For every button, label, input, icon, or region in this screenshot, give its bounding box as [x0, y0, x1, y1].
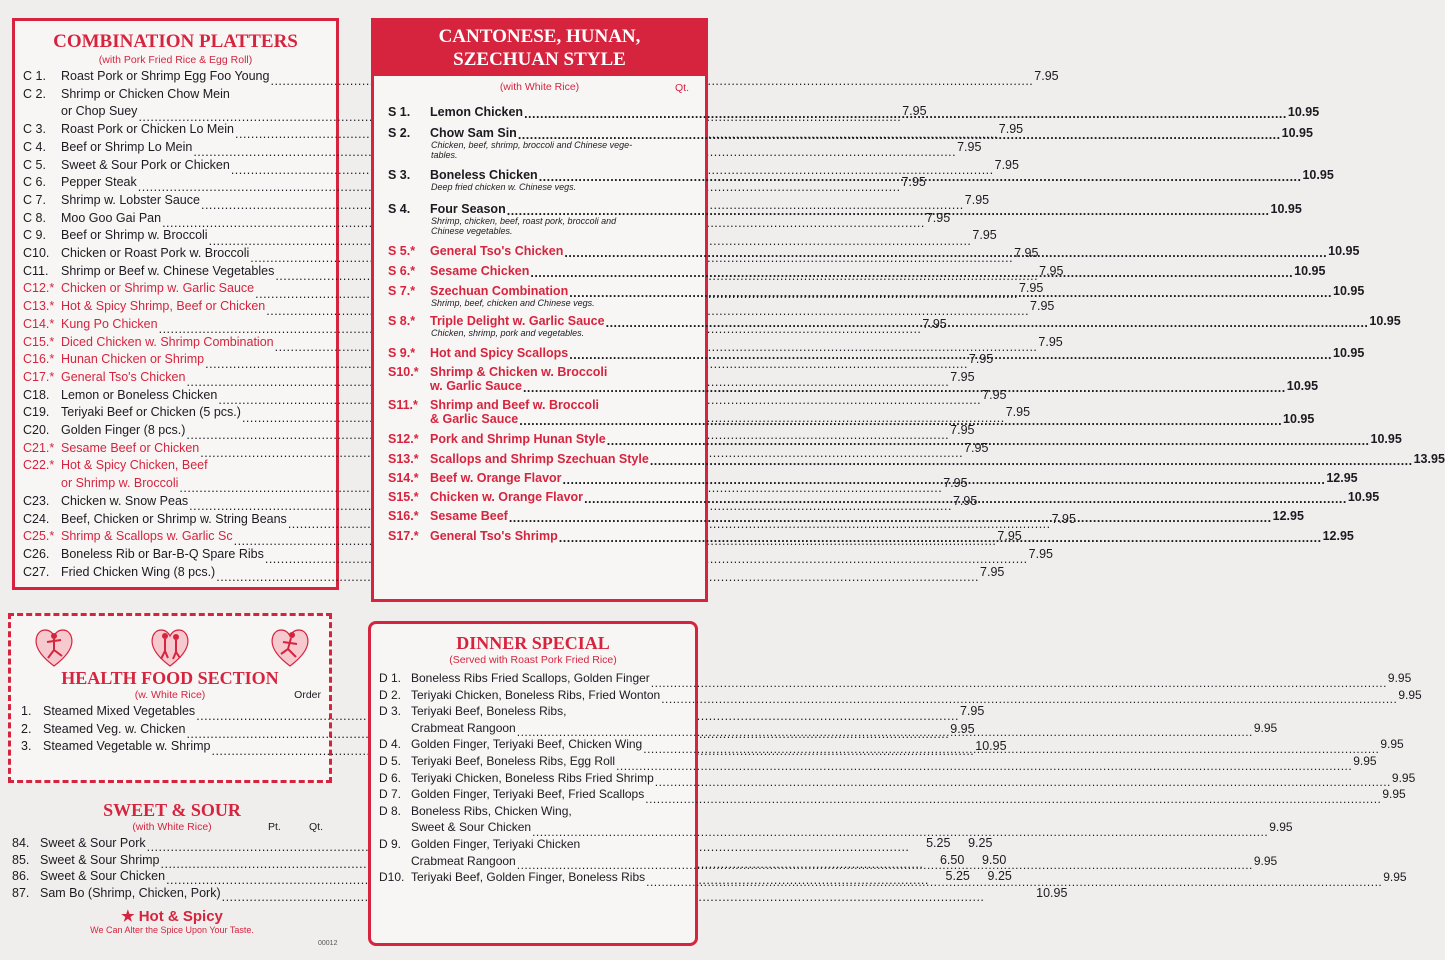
- dinner-item: [379, 786, 1406, 803]
- item-name: Chicken w. Snow Peas: [61, 493, 189, 508]
- dinner-item: [379, 803, 687, 820]
- dinner-item: [379, 753, 1377, 770]
- item-price: 10.95: [1370, 432, 1402, 446]
- item-price: 7.95: [952, 493, 978, 508]
- cantonese-title: [374, 21, 705, 76]
- item-name: Chow Sam Sin: [430, 126, 517, 140]
- dinner-item: [379, 770, 1416, 787]
- cantonese-title-line1: CANTONESE, HUNAN,: [438, 26, 641, 47]
- item-price: 9.95: [1380, 737, 1404, 752]
- item-name: Boneless Rib or Bar-B-Q Spare Ribs: [61, 546, 264, 561]
- item-code: D 7.: [379, 787, 402, 802]
- item-price: 10.95: [1294, 264, 1326, 278]
- item-code: C 7.: [23, 192, 46, 207]
- item-code: C23.: [23, 493, 50, 508]
- item-price: 7.95: [1005, 405, 1031, 420]
- item-name-continued: Crabmeat Rangoon: [411, 853, 516, 868]
- item-code: D 1.: [379, 671, 402, 685]
- item-name: Steamed Vegetable w. Shrimp: [43, 739, 211, 753]
- item-code: D 8.: [379, 803, 402, 818]
- item-name: Steamed Veg. w. Chicken: [43, 721, 186, 736]
- item-code: C22.*: [23, 458, 55, 473]
- item-name: Diced Chicken w. Shrimp Combination: [61, 334, 274, 349]
- combo-item: [23, 440, 989, 458]
- item-description: Shrimp, chicken, beef, roast pork, broccoli and Chinese vegetables.: [431, 216, 617, 236]
- item-description: Deep fried chicken w. Chinese vegs.: [431, 182, 577, 192]
- item-price: 7.95: [950, 423, 975, 438]
- canton-item: [388, 398, 693, 412]
- item-code: C 5.: [23, 157, 46, 172]
- item-name: Hunan Chicken or Shrimp: [61, 352, 205, 367]
- print-code: 00012: [318, 940, 338, 947]
- menu-item-continued: [388, 379, 1319, 393]
- item-name: Sweet & Sour Chicken: [40, 869, 166, 883]
- item-name: Chicken or Shrimp w. Garlic Sauce: [61, 281, 255, 296]
- item-price: 7.95: [959, 704, 985, 718]
- item-price: 9.95: [1398, 687, 1422, 702]
- item-price: 7.95: [1051, 511, 1076, 526]
- item-price: 7.95: [1030, 299, 1055, 314]
- leader-dots: [530, 266, 1293, 279]
- item-name: Chicken or Roast Pork w. Broccoli: [61, 246, 250, 261]
- leader-dots: [569, 286, 1332, 299]
- item-price: 7.95: [1038, 334, 1063, 349]
- item-price: 7.95: [1034, 69, 1059, 83]
- pint-price: 5.25: [945, 869, 970, 883]
- item-name: General Tso's Shrimp: [430, 529, 558, 543]
- item-name: Sweet & Sour Pork or Chicken: [61, 157, 230, 172]
- item-name: Boneless Ribs Fried Scallops, Golden Finger: [411, 671, 650, 685]
- item-name-continued: Sweet & Sour Chicken: [411, 820, 532, 835]
- item-code: S16.*: [388, 509, 419, 523]
- item-price: 7.95: [1018, 281, 1044, 296]
- combo-item: [23, 457, 328, 475]
- dinner-item: [379, 687, 1422, 704]
- item-code: C11.: [23, 263, 49, 278]
- menu-item-continued: [379, 720, 1278, 737]
- item-name: Hot & Spicy Chicken, Beef: [61, 458, 208, 473]
- item-name: Teriyaki Chicken, Boneless Ribs Fried Shrimp: [411, 770, 654, 785]
- item-price: 7.95: [994, 157, 1019, 172]
- item-code: C15.*: [23, 334, 55, 349]
- item-code: C 8.: [23, 210, 46, 225]
- item-code: C25.*: [23, 529, 55, 544]
- item-name: Sweet & Sour Shrimp: [40, 852, 160, 867]
- item-name: Golden Finger, Teriyaki Beef, Chicken Wing: [411, 737, 643, 752]
- item-name-continued: w. Garlic Sauce: [430, 379, 522, 393]
- combo-item: [23, 68, 1059, 86]
- item-name: Sam Bo (Shrimp, Chicken, Pork): [40, 885, 221, 900]
- item-price: 7.95: [964, 440, 989, 455]
- item-name: Golden Finger (8 pcs.): [61, 423, 186, 438]
- item-code: C 4.: [23, 139, 46, 154]
- item-price: 10.95: [1328, 244, 1360, 258]
- sweet-sour-subtitle: (with White Rice): [132, 821, 212, 833]
- item-name: Lemon or Boneless Chicken: [61, 387, 218, 402]
- item-price: 7.95: [964, 192, 990, 207]
- item-code: C26.: [23, 546, 50, 561]
- item-name: Pepper Steak: [61, 175, 137, 190]
- item-name: Sweet & Sour Pork: [40, 836, 146, 850]
- leader-dots: [517, 724, 1253, 736]
- quart-price: 9.25: [968, 836, 993, 850]
- quart-price: 10.95: [1036, 885, 1068, 900]
- quart-price: 9.50: [981, 852, 1007, 867]
- item-code: S17.*: [388, 529, 419, 543]
- item-name: Chicken w. Orange Flavor: [430, 490, 584, 504]
- item-code: S10.*: [388, 365, 419, 379]
- item-code: S 9.*: [388, 346, 416, 360]
- leader-dots: [507, 204, 1270, 217]
- item-name: Roast Pork or Shrimp Egg Foo Young: [61, 69, 270, 83]
- dinner-title: DINNER SPECIAL: [456, 633, 610, 653]
- item-code: 87.: [12, 885, 30, 900]
- combination-title: COMBINATION PLATTERS: [53, 31, 298, 52]
- leader-dots: [509, 511, 1272, 524]
- item-code: D 9.: [379, 836, 402, 851]
- item-name: General Tso's Chicken: [61, 369, 186, 384]
- canton-item: [388, 432, 1402, 446]
- item-description: Shrimp, beef, chicken and Chinese vegs.: [431, 298, 595, 308]
- item-price: 10.95: [1347, 490, 1380, 504]
- dinner-subtitle: (Served with Roast Pork Fried Rice): [449, 654, 617, 666]
- item-code: D 4.: [379, 737, 402, 752]
- item-price: 7.95: [968, 352, 994, 367]
- leader-dots: [584, 492, 1347, 505]
- item-name-continued: & Garlic Sauce: [430, 412, 519, 426]
- item-price: 7.95: [998, 122, 1024, 137]
- item-price: 9.95: [1391, 770, 1416, 785]
- item-code: C18.: [23, 387, 50, 402]
- item-code: C 2.: [23, 86, 46, 101]
- item-description: Chicken, beef, shrimp, broccoli and Chinese vege-tables.: [431, 140, 633, 160]
- item-code: C10.: [23, 246, 50, 261]
- health-subtitle: (w. White Rice): [134, 689, 206, 701]
- item-name: Roast Pork or Chicken Lo Mein: [61, 122, 234, 137]
- item-description: Chicken, shrimp, pork and vegetables.: [431, 328, 585, 338]
- menu-item-continued: [379, 819, 1293, 836]
- cantonese-qt-label: Qt.: [674, 82, 689, 94]
- item-price: 7.95: [980, 564, 1005, 579]
- item-code: C 3.: [23, 122, 46, 137]
- item-name: Beef w. Orange Flavor: [430, 471, 562, 485]
- item-price: 10.95: [1270, 202, 1302, 216]
- item-price: 9.95: [1253, 853, 1278, 868]
- item-name: Boneless Chicken: [430, 168, 538, 182]
- item-name: Four Season: [430, 202, 506, 216]
- leader-dots: [517, 857, 1253, 869]
- cantonese-subtitle: (with White Rice): [499, 81, 580, 93]
- item-code: C24.: [23, 511, 50, 526]
- item-name: Teriyaki Chicken, Boneless Ribs, Fried Wonton: [411, 687, 661, 702]
- item-code: S13.*: [388, 452, 419, 466]
- leader-dots: [645, 791, 1381, 803]
- leader-dots: [569, 348, 1332, 361]
- item-code: D 5.: [379, 753, 402, 768]
- item-code: C19.: [23, 405, 50, 420]
- combo-item: [23, 86, 328, 104]
- item-price: 7.95: [925, 210, 951, 225]
- item-price: 7.95: [1014, 246, 1039, 261]
- leader-dots: [518, 128, 1281, 141]
- item-code: S15.*: [388, 490, 419, 504]
- leader-dots: [564, 246, 1327, 259]
- combo-item: [23, 564, 1005, 582]
- item-code: S 3.: [388, 168, 411, 182]
- item-name: Kung Po Chicken: [61, 316, 158, 331]
- leader-dots: [646, 874, 1382, 886]
- item-name: Golden Finger, Teriyaki Chicken: [411, 836, 581, 851]
- leader-dots: [532, 824, 1268, 836]
- combination-subtitle: (with Pork Fried Rice & Egg Roll): [98, 54, 253, 66]
- item-name: Moo Goo Gai Pan: [61, 210, 162, 225]
- dinner-item: [379, 670, 1412, 687]
- item-price: 12.95: [1322, 529, 1354, 543]
- item-name: Shrimp or Beef w. Chinese Vegetables: [61, 263, 275, 278]
- item-price: 7.95: [1028, 546, 1053, 561]
- item-code: C20.: [23, 423, 50, 438]
- item-code: S 7.*: [388, 284, 416, 298]
- item-code: D10.: [379, 870, 405, 885]
- leader-dots: [651, 675, 1387, 687]
- leader-dots: [519, 414, 1282, 427]
- pint-price: 5.25: [926, 836, 951, 850]
- item-code: D 2.: [379, 687, 402, 702]
- item-price: 7.95: [902, 104, 927, 119]
- item-price: 9.95: [1269, 820, 1293, 835]
- health-title: HEALTH FOOD SECTION: [61, 668, 279, 688]
- heart-dancer-icon: [33, 624, 75, 670]
- item-price: 9.95: [1253, 720, 1278, 735]
- item-code: C12.*: [23, 281, 55, 296]
- item-price: 7.95: [950, 369, 975, 384]
- dinner-item: [379, 703, 687, 720]
- item-name: Shrimp w. Lobster Sauce: [61, 192, 200, 207]
- item-price: 10.95: [1286, 379, 1319, 393]
- item-name: Beef, Chicken or Shrimp w. String Beans: [61, 511, 287, 526]
- item-code: 2.: [21, 721, 32, 736]
- item-price: 7.95: [901, 175, 926, 190]
- sweet-sour-pt-label: Pt.: [268, 821, 281, 833]
- item-price: 10.95: [1333, 346, 1365, 360]
- item-name: Lemon Chicken: [430, 105, 524, 119]
- item-price: 7.95: [943, 476, 968, 491]
- item-code: 1.: [21, 704, 32, 718]
- item-code: 85.: [12, 852, 30, 867]
- item-price: 10.95: [1302, 168, 1334, 182]
- item-price: 9.95: [1383, 870, 1407, 885]
- item-code: S 2.: [388, 126, 411, 140]
- leader-dots: [523, 381, 1286, 394]
- item-code: S 5.*: [388, 244, 416, 258]
- item-code: 84.: [12, 836, 30, 850]
- item-code: D 6.: [379, 770, 402, 785]
- item-code: D 3.: [379, 704, 402, 719]
- canton-item: [388, 365, 693, 379]
- item-code: C27.: [23, 564, 50, 579]
- item-code: S 4.: [388, 202, 411, 216]
- item-price: 7.95: [997, 529, 1022, 544]
- item-name: Hot & Spicy Shrimp, Beef or Chicken: [61, 299, 266, 314]
- leader-dots: [650, 454, 1413, 467]
- leader-dots: [559, 531, 1322, 544]
- item-code: C14.*: [23, 316, 55, 331]
- item-name: Hot and Spicy Scallops: [430, 346, 569, 360]
- item-code: C21.*: [23, 440, 55, 455]
- item-price: 10.95: [975, 739, 1007, 753]
- item-code: C17.*: [23, 369, 55, 384]
- hot-spicy-label: ★ Hot & Spicy: [121, 908, 223, 925]
- item-code: S 6.*: [388, 264, 416, 278]
- item-code: S11.*: [388, 398, 418, 412]
- item-name: Beef or Shrimp Lo Mein: [61, 139, 193, 154]
- heart-dancers-icon: [149, 624, 191, 670]
- item-code: S 8.*: [388, 314, 416, 328]
- item-name: Teriyaki Beef, Golden Finger, Boneless Ribs: [411, 870, 646, 885]
- item-code: 3.: [21, 739, 32, 753]
- item-name: Sesame Beef or Chicken: [61, 440, 200, 455]
- item-code: C 1.: [23, 69, 46, 83]
- cantonese-title-line2: SZECHUAN STYLE: [453, 49, 626, 70]
- quart-price: 9.25: [987, 869, 1012, 883]
- item-price: 7.95: [1039, 263, 1064, 278]
- combo-item: [23, 546, 1053, 564]
- item-name-continued: or Chop Suey: [61, 104, 138, 119]
- leader-dots: [655, 774, 1391, 786]
- item-price: 12.95: [1326, 471, 1358, 485]
- canton-item: [388, 168, 1334, 182]
- leader-dots: [606, 316, 1369, 329]
- item-name: Teriyaki Beef or Chicken (5 pcs.): [61, 405, 241, 420]
- heart-runner-icon: [269, 624, 311, 670]
- hot-spicy-note: We Can Alter the Spice Upon Your Taste.: [90, 925, 254, 935]
- item-name: Teriyaki Beef, Boneless Ribs, Egg Roll: [411, 753, 616, 768]
- leader-dots: [661, 691, 1397, 703]
- leader-dots: [616, 758, 1352, 770]
- item-price: 10.95: [1287, 105, 1320, 119]
- item-code: 86.: [12, 869, 30, 883]
- item-price: 7.95: [922, 316, 947, 331]
- item-name: Beef or Shrimp w. Broccoli: [61, 228, 208, 243]
- canton-item: [388, 202, 1302, 216]
- leader-dots: [539, 170, 1302, 183]
- item-price: 9.95: [1387, 671, 1412, 685]
- item-price: 10.95: [1283, 412, 1315, 426]
- item-name: Shrimp & Scallops w. Garlic Sc: [61, 529, 233, 544]
- item-price: 9.95: [1353, 753, 1377, 768]
- item-price: 12.95: [1272, 509, 1304, 523]
- item-price: 7.95: [972, 228, 997, 243]
- item-name: Sesame Chicken: [430, 264, 530, 278]
- item-code: S 1.: [388, 105, 411, 119]
- item-name: Shrimp or Chicken Chow Mein: [61, 86, 230, 101]
- item-code: S14.*: [388, 471, 419, 485]
- item-name: Boneless Ribs, Chicken Wing,: [411, 803, 572, 818]
- leader-dots: [524, 107, 1287, 120]
- item-price: 7.95: [982, 387, 1007, 402]
- item-name-continued: Crabmeat Rangoon: [411, 720, 516, 735]
- health-order-label: Order: [294, 689, 321, 701]
- canton-item: [388, 452, 1445, 466]
- item-name: Teriyaki Beef, Boneless Ribs,: [411, 704, 567, 719]
- item-name: Triple Delight w. Garlic Sauce: [430, 314, 605, 328]
- item-name: Sesame Beef: [430, 509, 508, 523]
- combo-item: [23, 334, 1063, 352]
- sweet-sour-title: SWEET & SOUR: [103, 800, 241, 820]
- item-code: C 9.: [23, 228, 46, 243]
- item-name-continued: or Shrimp w. Broccoli: [61, 476, 179, 491]
- item-code: C16.*: [23, 352, 55, 367]
- item-code: C 6.: [23, 175, 46, 190]
- item-price: 9.95: [1382, 787, 1406, 802]
- leader-dots: [643, 741, 1379, 753]
- item-name: Fried Chicken Wing (8 pcs.): [61, 564, 216, 579]
- item-name: Shrimp & Chicken w. Broccoli: [430, 365, 608, 379]
- sweet-sour-qt-label: Qt.: [309, 821, 324, 833]
- item-price: 7.95: [957, 139, 982, 154]
- leader-dots: [607, 434, 1370, 447]
- item-code: C13.*: [23, 299, 55, 314]
- item-name: Shrimp and Beef w. Broccoli: [430, 398, 600, 412]
- pint-price: 6.50: [939, 852, 965, 867]
- item-name: Szechuan Combination: [430, 284, 569, 298]
- item-price: 10.95: [1281, 126, 1313, 140]
- item-name: Pork and Shrimp Hunan Style: [430, 432, 606, 446]
- item-name: General Tso's Chicken: [430, 244, 564, 258]
- item-price: 13.95: [1413, 452, 1445, 466]
- item-name: Steamed Mixed Vegetables: [43, 704, 196, 718]
- item-name: Scallops and Shrimp Szechuan Style: [430, 452, 649, 466]
- item-name: Golden Finger, Teriyaki Beef, Fried Scallops: [411, 787, 645, 802]
- item-price: 9.95: [950, 721, 975, 736]
- item-price: 10.95: [1369, 314, 1401, 328]
- leader-dots: [563, 473, 1326, 486]
- item-code: S12.*: [388, 432, 419, 446]
- item-price: 10.95: [1333, 284, 1365, 298]
